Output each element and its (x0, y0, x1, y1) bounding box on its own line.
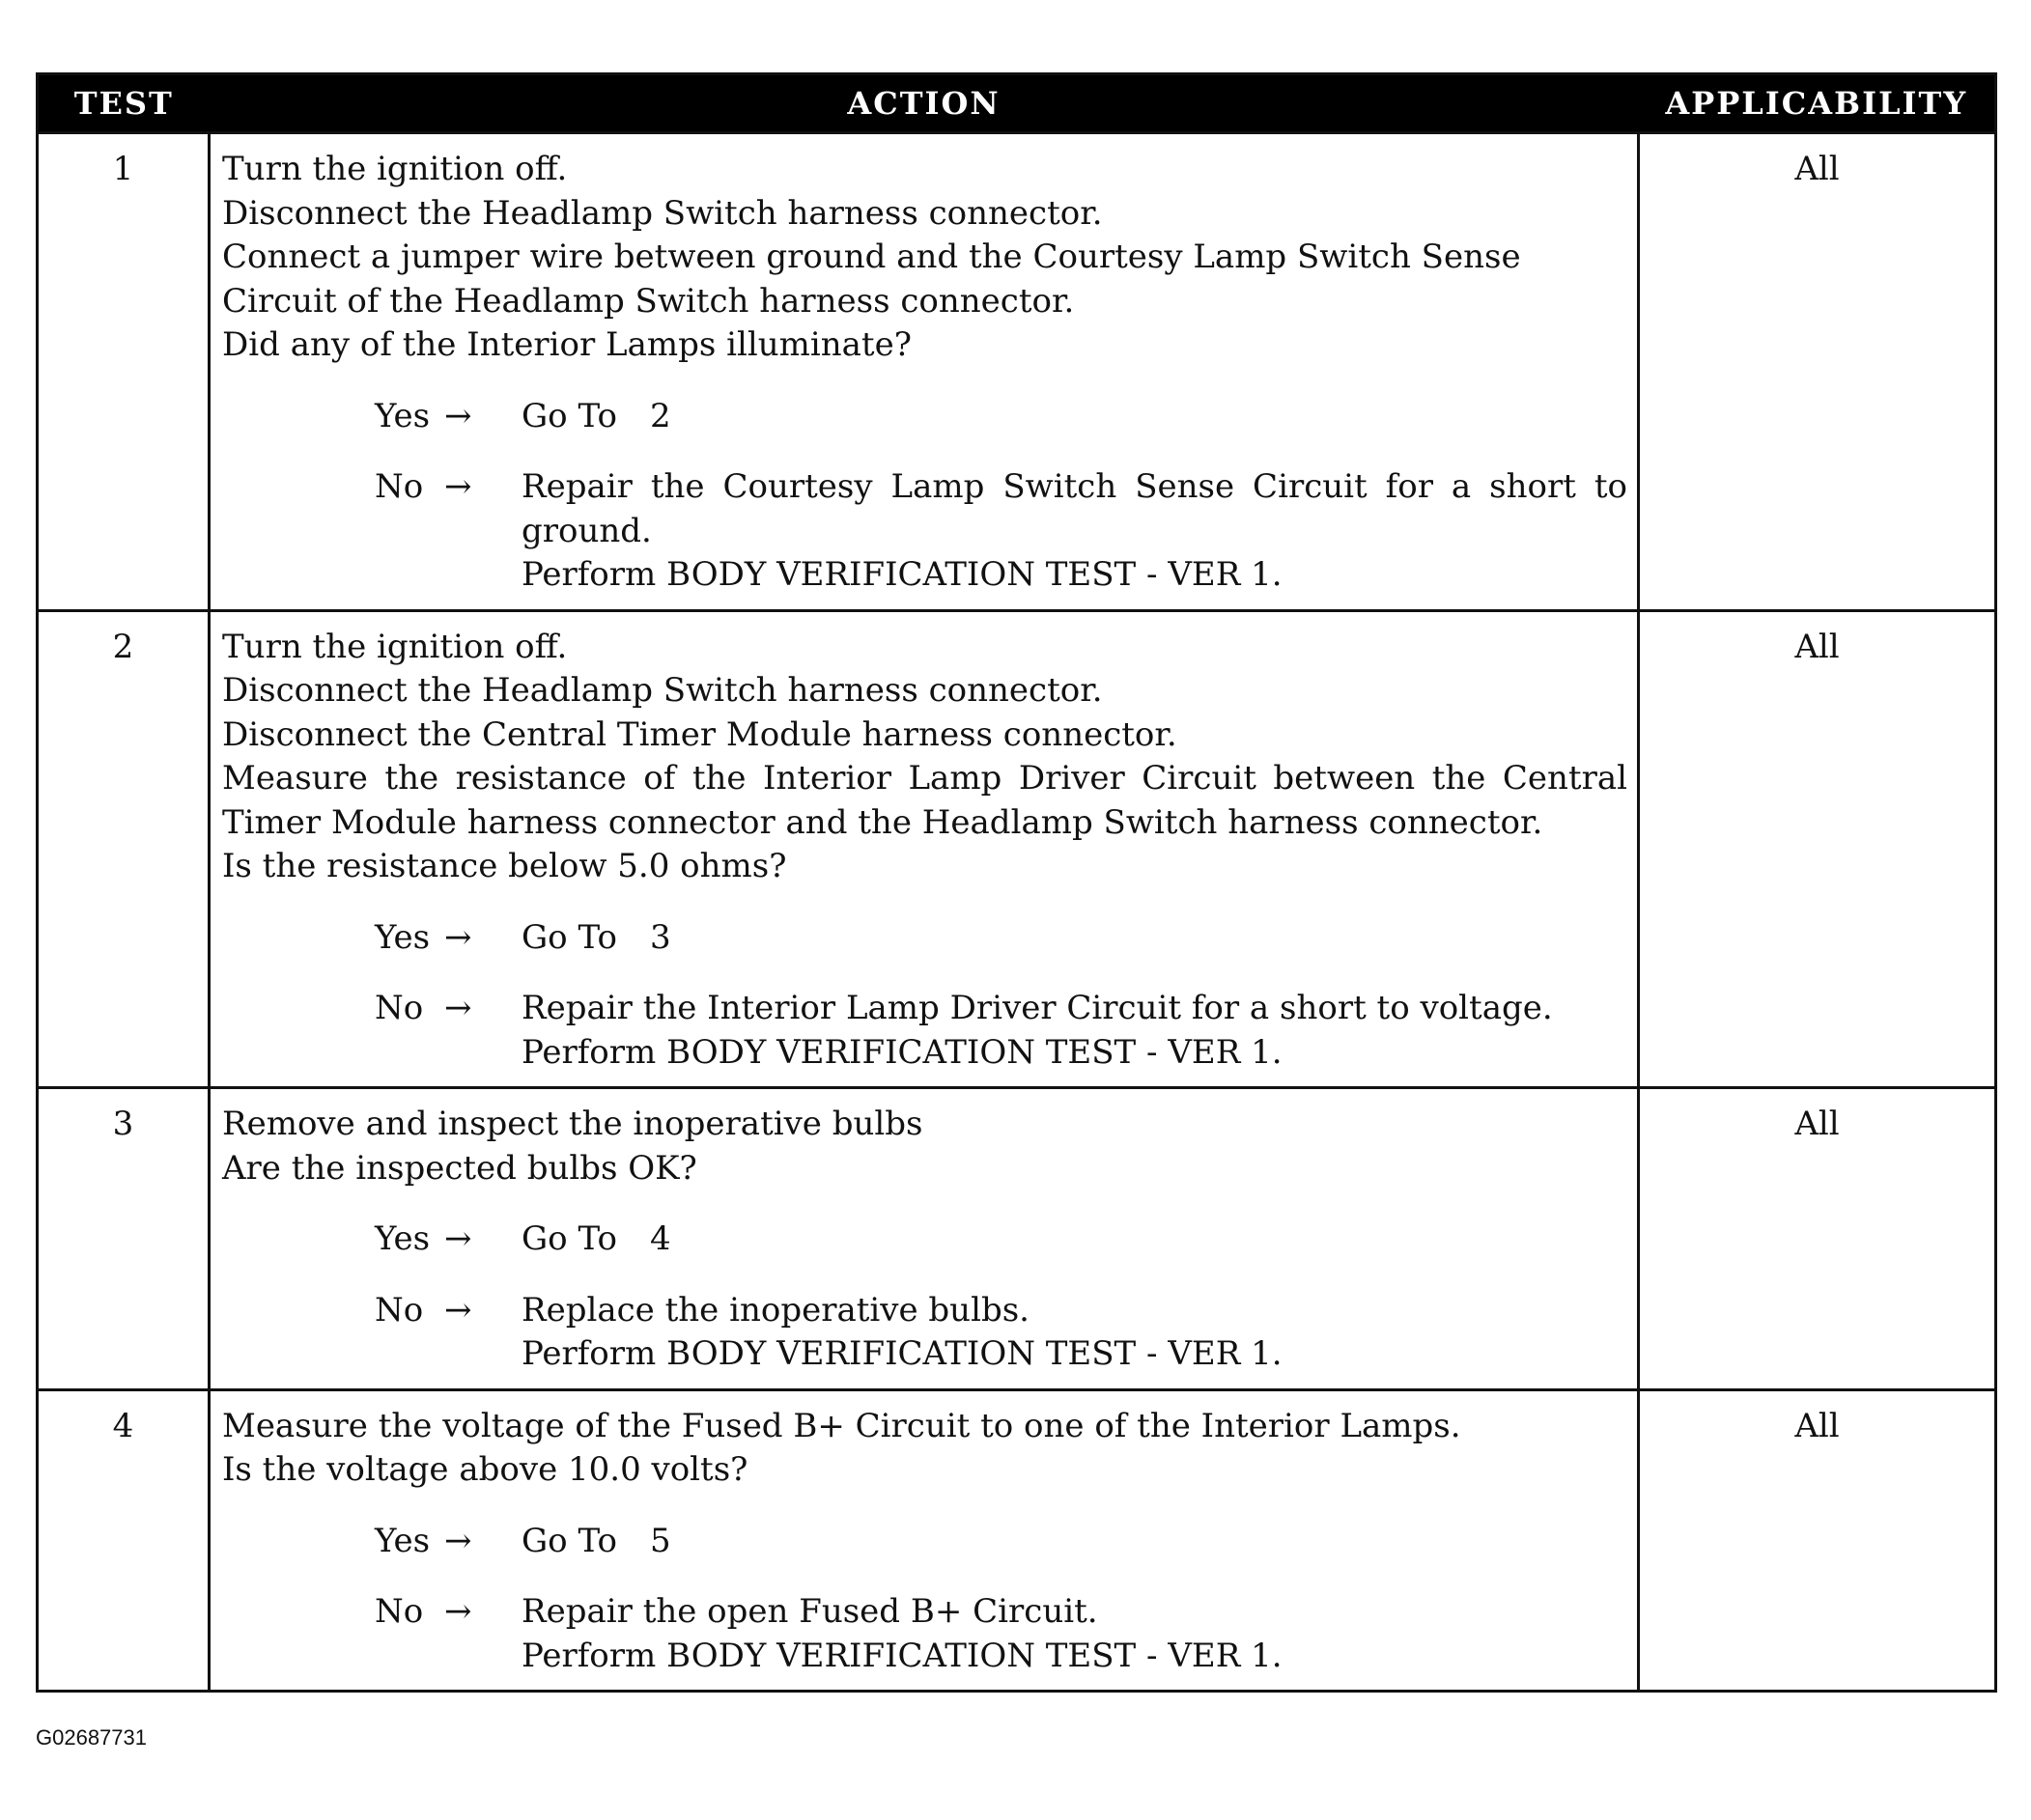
applicability-value: All (1639, 133, 1996, 611)
yes-result (522, 1218, 1627, 1262)
right-arrow-icon: → (444, 1290, 472, 1330)
test-number: 1 (38, 133, 210, 611)
yes-result (522, 916, 1627, 961)
no-result (522, 987, 1627, 1075)
instructions (222, 626, 1627, 889)
no-branch (375, 465, 1627, 598)
instructions (222, 148, 1627, 368)
instruction-line: Disconnect the Headlamp Switch harness connector. (222, 671, 1103, 710)
figure-id: G02687731 (36, 1725, 147, 1750)
right-arrow-icon: → (444, 396, 472, 435)
right-arrow-icon: → (444, 917, 472, 957)
no-label: No (375, 467, 424, 506)
repair-line: Repair the open Fused B+ Circuit. (522, 1592, 1098, 1631)
yes-result (522, 1520, 1627, 1564)
instruction-line: Disconnect the Central Timer Module harness connector. (222, 714, 1177, 754)
goto-label: Go To (522, 1219, 617, 1258)
instruction-line: Measure the resistance of the Interior Lamp Driver Circuit between the Central Timer Module harness connector and the Headlamp Switch harness connector. (222, 759, 1627, 842)
no-branch (375, 1590, 1627, 1678)
no-label: No (375, 1290, 424, 1330)
goto-target: 4 (649, 1219, 671, 1258)
yes-branch (375, 395, 1627, 439)
yes-branch (375, 1520, 1627, 1564)
table-row (38, 133, 1996, 611)
goto-target: 5 (649, 1521, 671, 1560)
instruction-line: Connect a jumper wire between ground and the Courtesy Lamp Switch Sense Circuit of the Headlamp Switch harness connector. (222, 238, 1521, 321)
yes-label: Yes (375, 1219, 431, 1258)
instruction-question: Are the inspected bulbs OK? (222, 1148, 697, 1188)
no-branch (375, 1289, 1627, 1377)
test-number: 3 (38, 1088, 210, 1390)
goto-target: 2 (649, 396, 671, 435)
table-row (38, 610, 1996, 1088)
action-cell (210, 1389, 1639, 1692)
applicability-value: All (1639, 1088, 1996, 1390)
repair-line: Repair the Courtesy Lamp Switch Sense Circuit for a short to ground. (522, 467, 1627, 550)
right-arrow-icon: → (444, 989, 472, 1027)
verification-line: Perform BODY VERIFICATION TEST - VER 1. (522, 1334, 1283, 1373)
goto-label: Go To (522, 1521, 617, 1560)
right-arrow-icon: → (444, 1521, 472, 1560)
goto-label: Go To (522, 917, 617, 957)
instruction-line: Measure the voltage of the Fused B+ Circuit to one of the Interior Lamps. (222, 1406, 1461, 1445)
verification-line: Perform BODY VERIFICATION TEST - VER 1. (522, 1636, 1283, 1675)
table-row (38, 1088, 1996, 1390)
right-arrow-icon: → (444, 1219, 472, 1258)
action-cell (210, 1088, 1639, 1390)
header-action: ACTION (847, 85, 1001, 122)
no-result (522, 465, 1627, 598)
table-row (38, 1389, 1996, 1692)
goto-target: 3 (649, 917, 671, 957)
applicability-value: All (1639, 1389, 1996, 1692)
no-label: No (375, 989, 424, 1027)
instruction-line: Turn the ignition off. (222, 627, 568, 666)
header-applicability: APPLICABILITY (1665, 85, 1968, 122)
yes-label: Yes (375, 917, 431, 957)
instruction-line: Turn the ignition off. (222, 150, 568, 188)
yes-label: Yes (375, 1521, 431, 1560)
test-number: 2 (38, 610, 210, 1088)
instruction-line: Remove and inspect the inoperative bulbs (222, 1105, 923, 1143)
verification-line: Perform BODY VERIFICATION TEST - VER 1. (522, 555, 1283, 594)
no-result (522, 1289, 1627, 1377)
yes-branch (375, 916, 1627, 961)
repair-line: Replace the inoperative bulbs. (522, 1290, 1030, 1330)
diagnostic-test-table (36, 72, 1997, 1693)
diagnostic-table-container (36, 72, 1994, 1693)
action-cell (210, 610, 1639, 1088)
action-cell (210, 133, 1639, 611)
instruction-question: Is the resistance below 5.0 ohms? (222, 847, 787, 885)
goto-label: Go To (522, 396, 617, 435)
no-result (522, 1590, 1627, 1678)
header-test: TEST (73, 85, 174, 122)
verification-line: Perform BODY VERIFICATION TEST - VER 1. (522, 1032, 1283, 1072)
instruction-line: Disconnect the Headlamp Switch harness connector. (222, 193, 1103, 233)
no-branch (375, 987, 1627, 1075)
yes-label: Yes (375, 396, 431, 435)
instruction-question: Is the voltage above 10.0 volts? (222, 1450, 748, 1489)
instruction-question: Did any of the Interior Lamps illuminate? (222, 325, 912, 364)
applicability-value: All (1639, 610, 1996, 1088)
right-arrow-icon: → (444, 1592, 472, 1631)
table-header-row (38, 74, 1996, 133)
right-arrow-icon: → (444, 467, 472, 506)
yes-branch (375, 1218, 1627, 1262)
instructions (222, 1405, 1627, 1493)
repair-line: Repair the Interior Lamp Driver Circuit for a short to voltage. (522, 989, 1553, 1027)
instructions (222, 1103, 1627, 1190)
yes-result (522, 395, 1627, 439)
no-label: No (375, 1592, 424, 1631)
test-number: 4 (38, 1389, 210, 1692)
